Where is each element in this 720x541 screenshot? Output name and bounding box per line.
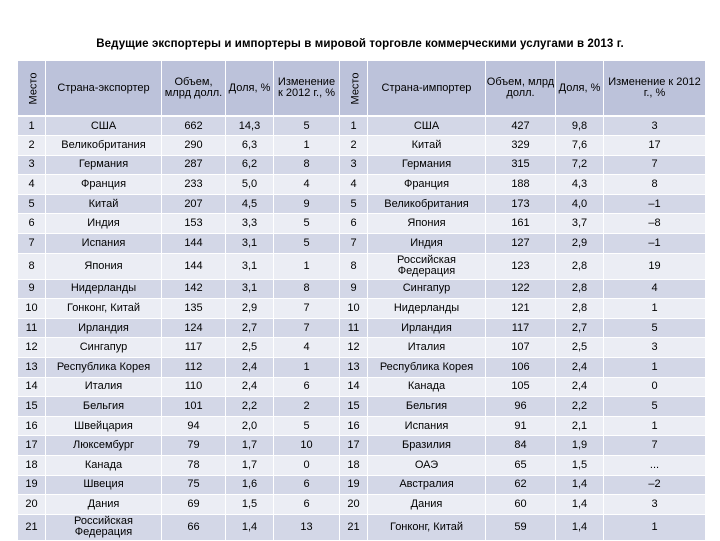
share-importer-cell: 3,7 [556,214,604,234]
table-row [18,338,706,358]
rank-importer-cell: 2 [340,136,368,156]
change-importer-cell: –2 [604,475,706,495]
share-importer-cell: 1,9 [556,436,604,456]
rank-exporter-cell: 12 [18,338,46,358]
change-exporter-cell: 1 [274,136,340,156]
volume-importer-cell: 65 [486,456,556,476]
volume-exporter-cell: 117 [162,338,226,358]
change-exporter-cell: 7 [274,318,340,338]
table-title: Ведущие экспортеры и импортеры в мировой торговле коммерческими услугами в 2013 г. [96,38,624,50]
volume-exporter-cell: 233 [162,175,226,195]
volume-importer-cell: 173 [486,194,556,214]
rank-exporter-cell: 11 [18,318,46,338]
change-exporter-cell: 0 [274,456,340,476]
volume-importer-cell: 59 [486,514,556,540]
share-importer-cell: 2,7 [556,318,604,338]
volume-importer-cell: 84 [486,436,556,456]
share-importer-cell: 2,5 [556,338,604,358]
rank-importer-cell: 16 [340,416,368,436]
change-importer-cell: 3 [604,338,706,358]
share-importer-cell: 2,9 [556,234,604,254]
table-row [18,514,706,540]
change-exporter-cell: 7 [274,299,340,319]
share-importer-cell: 2,4 [556,358,604,378]
volume-importer-cell: 105 [486,377,556,397]
rank-importer-cell: 14 [340,377,368,397]
rank-importer-cell: 15 [340,397,368,417]
header-volume-importer: Объем, млрд долл. [486,61,556,117]
volume-importer-cell: 315 [486,155,556,175]
volume-importer-cell: 60 [486,495,556,515]
rank-exporter-cell: 13 [18,358,46,378]
volume-importer-cell: 188 [486,175,556,195]
change-importer-cell: 3 [604,116,706,136]
change-exporter-cell: 1 [274,358,340,378]
rank-exporter-cell: 6 [18,214,46,234]
rank-exporter-cell: 10 [18,299,46,319]
importer-cell: Австралия [368,475,486,495]
rank-importer-cell: 18 [340,456,368,476]
volume-importer-cell: 106 [486,358,556,378]
exporter-cell: Сингапур [46,338,162,358]
volume-exporter-cell: 110 [162,377,226,397]
importer-cell: ОАЭ [368,456,486,476]
importer-cell: Китай [368,136,486,156]
share-importer-cell: 2,8 [556,279,604,299]
rank-exporter-cell: 14 [18,377,46,397]
exporter-cell: Бельгия [46,397,162,417]
importer-cell: Германия [368,155,486,175]
change-importer-cell: 3 [604,495,706,515]
change-exporter-cell: 10 [274,436,340,456]
volume-exporter-cell: 112 [162,358,226,378]
change-exporter-cell: 6 [274,377,340,397]
change-exporter-cell: 6 [274,475,340,495]
volume-importer-cell: 329 [486,136,556,156]
share-exporter-cell: 3,3 [226,214,274,234]
change-exporter-cell: 6 [274,495,340,515]
change-importer-cell: 0 [604,377,706,397]
table-row [18,279,706,299]
change-importer-cell: 19 [604,253,706,279]
exporter-cell: Испания [46,234,162,254]
share-exporter-cell: 3,1 [226,234,274,254]
rank-importer-cell: 17 [340,436,368,456]
change-importer-cell: 7 [604,155,706,175]
share-exporter-cell: 2,4 [226,358,274,378]
volume-exporter-cell: 75 [162,475,226,495]
volume-exporter-cell: 142 [162,279,226,299]
importer-cell: Дания [368,495,486,515]
table-row [18,116,706,136]
volume-exporter-cell: 69 [162,495,226,515]
header-rank-exporter: Место [18,61,46,117]
table-row [18,436,706,456]
table-row [18,397,706,417]
share-importer-cell: 1,4 [556,514,604,540]
services-trade-table [17,60,706,541]
rank-exporter-cell: 5 [18,194,46,214]
importer-cell: Великобритания [368,194,486,214]
header-change-importer: Изменение к 2012 г., % [604,61,706,117]
importer-cell: Испания [368,416,486,436]
rank-exporter-cell: 18 [18,456,46,476]
volume-importer-cell: 91 [486,416,556,436]
share-importer-cell: 2,8 [556,299,604,319]
table-row [18,456,706,476]
exporter-cell: Ирландия [46,318,162,338]
importer-cell: Республика Корея [368,358,486,378]
rank-exporter-cell: 8 [18,253,46,279]
share-importer-cell: 2,4 [556,377,604,397]
table-row [18,136,706,156]
exporter-cell: Индия [46,214,162,234]
change-importer-cell: 7 [604,436,706,456]
share-exporter-cell: 1,4 [226,514,274,540]
rank-exporter-cell: 19 [18,475,46,495]
share-exporter-cell: 1,6 [226,475,274,495]
table-row [18,299,706,319]
importer-cell: Франция [368,175,486,195]
rank-importer-cell: 9 [340,279,368,299]
table-row [18,175,706,195]
exporter-cell: Люксембург [46,436,162,456]
volume-exporter-cell: 144 [162,253,226,279]
importer-cell: Индия [368,234,486,254]
change-importer-cell: 1 [604,514,706,540]
volume-importer-cell: 427 [486,116,556,136]
exporter-cell: Канада [46,456,162,476]
rank-importer-cell: 20 [340,495,368,515]
change-importer-cell: 5 [604,318,706,338]
rank-importer-cell: 21 [340,514,368,540]
importer-cell: Канада [368,377,486,397]
header-exporter: Страна-экспортер [46,61,162,117]
rank-importer-cell: 6 [340,214,368,234]
volume-exporter-cell: 78 [162,456,226,476]
exporter-cell: Китай [46,194,162,214]
rank-importer-cell: 3 [340,155,368,175]
table-row [18,358,706,378]
change-exporter-cell: 8 [274,155,340,175]
exporter-cell: Германия [46,155,162,175]
change-exporter-cell: 4 [274,338,340,358]
change-importer-cell: 17 [604,136,706,156]
volume-importer-cell: 122 [486,279,556,299]
volume-importer-cell: 161 [486,214,556,234]
share-importer-cell: 1,5 [556,456,604,476]
importer-cell: Нидерланды [368,299,486,319]
share-exporter-cell: 3,1 [226,279,274,299]
share-exporter-cell: 14,3 [226,116,274,136]
exporter-cell: Гонконг, Китай [46,299,162,319]
volume-exporter-cell: 79 [162,436,226,456]
header-importer: Страна-импортер [368,61,486,117]
rank-importer-cell: 5 [340,194,368,214]
table-row [18,377,706,397]
share-importer-cell: 2,2 [556,397,604,417]
change-exporter-cell: 4 [274,175,340,195]
change-importer-cell: 4 [604,279,706,299]
importer-cell: Сингапур [368,279,486,299]
exporter-cell: Великобритания [46,136,162,156]
volume-importer-cell: 117 [486,318,556,338]
change-importer-cell: 1 [604,299,706,319]
share-exporter-cell: 6,3 [226,136,274,156]
exporter-cell: Италия [46,377,162,397]
change-importer-cell: 1 [604,358,706,378]
share-exporter-cell: 1,7 [226,436,274,456]
volume-exporter-cell: 124 [162,318,226,338]
rank-exporter-cell: 9 [18,279,46,299]
rank-exporter-cell: 3 [18,155,46,175]
volume-exporter-cell: 135 [162,299,226,319]
change-importer-cell: –8 [604,214,706,234]
change-exporter-cell: 5 [274,116,340,136]
share-exporter-cell: 5,0 [226,175,274,195]
share-importer-cell: 2,1 [556,416,604,436]
header-row [18,61,706,117]
exporter-cell: Швейцария [46,416,162,436]
share-importer-cell: 7,6 [556,136,604,156]
importer-cell: Гонконг, Китай [368,514,486,540]
volume-exporter-cell: 287 [162,155,226,175]
rank-exporter-cell: 21 [18,514,46,540]
importer-cell: Бразилия [368,436,486,456]
exporter-cell: Республика Корея [46,358,162,378]
exporter-cell: Российская Федерация [46,514,162,540]
rank-exporter-cell: 4 [18,175,46,195]
share-exporter-cell: 2,0 [226,416,274,436]
rank-exporter-cell: 17 [18,436,46,456]
importer-cell: Российская Федерация [368,253,486,279]
rank-exporter-cell: 15 [18,397,46,417]
share-exporter-cell: 2,5 [226,338,274,358]
importer-cell: Бельгия [368,397,486,417]
rank-importer-cell: 10 [340,299,368,319]
rank-exporter-cell: 16 [18,416,46,436]
change-importer-cell: 1 [604,416,706,436]
change-importer-cell: ... [604,456,706,476]
table-row [18,155,706,175]
importer-cell: Япония [368,214,486,234]
rank-exporter-cell: 1 [18,116,46,136]
share-exporter-cell: 1,5 [226,495,274,515]
share-exporter-cell: 4,5 [226,194,274,214]
change-exporter-cell: 8 [274,279,340,299]
volume-exporter-cell: 153 [162,214,226,234]
change-exporter-cell: 13 [274,514,340,540]
header-rank-importer: Место [340,61,368,117]
volume-exporter-cell: 207 [162,194,226,214]
change-exporter-cell: 5 [274,234,340,254]
change-importer-cell: –1 [604,234,706,254]
volume-importer-cell: 127 [486,234,556,254]
table-row [18,253,706,279]
change-exporter-cell: 9 [274,194,340,214]
exporter-cell: Швеция [46,475,162,495]
rank-exporter-cell: 2 [18,136,46,156]
share-importer-cell: 4,3 [556,175,604,195]
share-exporter-cell: 2,9 [226,299,274,319]
change-exporter-cell: 2 [274,397,340,417]
share-importer-cell: 7,2 [556,155,604,175]
table-body [18,116,706,540]
exporter-cell: Япония [46,253,162,279]
volume-exporter-cell: 101 [162,397,226,417]
volume-importer-cell: 62 [486,475,556,495]
rank-importer-cell: 12 [340,338,368,358]
table-row [18,475,706,495]
share-importer-cell: 9,8 [556,116,604,136]
change-importer-cell: 5 [604,397,706,417]
change-exporter-cell: 5 [274,416,340,436]
volume-importer-cell: 96 [486,397,556,417]
table-row [18,416,706,436]
share-importer-cell: 1,4 [556,475,604,495]
exporter-cell: США [46,116,162,136]
volume-exporter-cell: 66 [162,514,226,540]
exporter-cell: Дания [46,495,162,515]
share-importer-cell: 2,8 [556,253,604,279]
rank-importer-cell: 11 [340,318,368,338]
rank-importer-cell: 19 [340,475,368,495]
header-volume-exporter: Объем, млрд долл. [162,61,226,117]
table-row [18,495,706,515]
header-change-exporter: Изменение к 2012 г., % [274,61,340,117]
volume-importer-cell: 107 [486,338,556,358]
share-exporter-cell: 3,1 [226,253,274,279]
share-importer-cell: 4,0 [556,194,604,214]
rank-importer-cell: 7 [340,234,368,254]
volume-exporter-cell: 290 [162,136,226,156]
rank-importer-cell: 13 [340,358,368,378]
rank-importer-cell: 4 [340,175,368,195]
share-exporter-cell: 1,7 [226,456,274,476]
header-share-importer: Доля, % [556,61,604,117]
share-importer-cell: 1,4 [556,495,604,515]
volume-exporter-cell: 662 [162,116,226,136]
importer-cell: США [368,116,486,136]
exporter-cell: Нидерланды [46,279,162,299]
rank-importer-cell: 1 [340,116,368,136]
rank-exporter-cell: 7 [18,234,46,254]
rank-importer-cell: 8 [340,253,368,279]
volume-importer-cell: 123 [486,253,556,279]
share-exporter-cell: 2,2 [226,397,274,417]
change-exporter-cell: 1 [274,253,340,279]
change-exporter-cell: 5 [274,214,340,234]
volume-importer-cell: 121 [486,299,556,319]
exporter-cell: Франция [46,175,162,195]
table-row [18,194,706,214]
table-row [18,234,706,254]
importer-cell: Ирландия [368,318,486,338]
table-row [18,214,706,234]
change-importer-cell: 8 [604,175,706,195]
volume-exporter-cell: 94 [162,416,226,436]
volume-exporter-cell: 144 [162,234,226,254]
header-share-exporter: Доля, % [226,61,274,117]
change-importer-cell: –1 [604,194,706,214]
rank-exporter-cell: 20 [18,495,46,515]
share-exporter-cell: 6,2 [226,155,274,175]
share-exporter-cell: 2,4 [226,377,274,397]
share-exporter-cell: 2,7 [226,318,274,338]
importer-cell: Италия [368,338,486,358]
table-row [18,318,706,338]
